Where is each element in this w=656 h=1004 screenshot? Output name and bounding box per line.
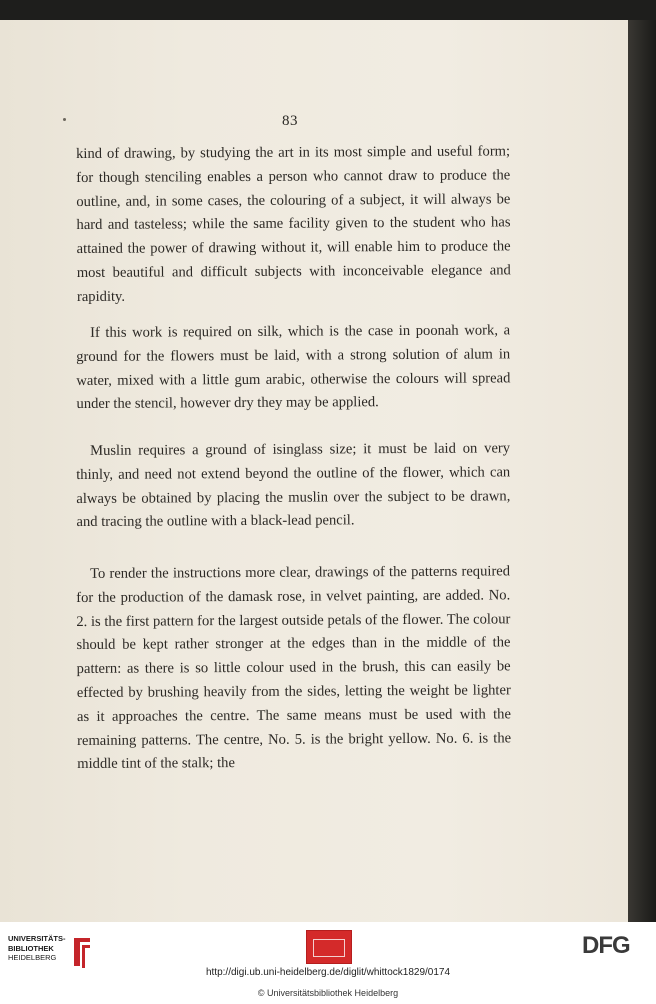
- logo-line-1: UNIVERSITÄTS-: [8, 934, 66, 943]
- emblem-logo[interactable]: [306, 930, 352, 964]
- paragraph-1: kind of drawing, by studying the art in its most simple and useful form; for though stenciling enables a person who cannot draw to produce the outline, and, in some cases, the colouring of a subject, it will always be hard and tasteless; while the same facility given to the student who has attained the power of drawing without it, will enable him to produce the most beautiful and difficult subjects with inconceivable elegance and rapidity.: [76, 143, 511, 305]
- paragraph-4-text: To render the instructions more clear, drawings of the patterns required for the production of the damask rose, in velvet painting, are added. No. 2. is the first pattern for the largest outside petals of the flower. The colour should be kept rather stronger at the edges than in the middle of the pattern: as there is so little colour used in the brush, this can easily be effected by brushing heavily from the sides, letting the weight be lighter as it approaches the centre. The same means must be used with the remaining patterns. The centre, No. 5. is the bright yellow. No. 6. is the middle tint of the stalk; the: [76, 563, 512, 773]
- paragraph-3: [76, 437, 511, 535]
- paragraph-2-text: If this work is required on silk, which is the case in poonah work, a ground for the flowers must be laid, with a strong solution of alum in water, mixed with a little gum arabic, otherwise the colours will spread under the stencil, however dry they may be applied.: [76, 322, 511, 413]
- logo-line-2: BIBLIOTHEK: [8, 943, 54, 953]
- dfg-logo[interactable]: DFG: [582, 932, 630, 959]
- viewer-footer: [0, 922, 656, 1004]
- page-number: 83: [282, 113, 298, 129]
- copyright-notice: © Universitätsbibliothek Heidelberg: [257, 988, 399, 998]
- permalink-url[interactable]: http://digi.ub.uni-heidelberg.de/diglit/whittock1829/0174: [205, 967, 451, 978]
- paragraph-2: [76, 319, 511, 417]
- emblem-frame: [313, 939, 345, 957]
- page-edge-shadow: [628, 20, 656, 922]
- paragraph-4: [76, 560, 511, 777]
- university-seal-icon: [70, 936, 94, 970]
- paragraph-3-text: Muslin requires a ground of isinglass size; it must be laid on very thinly, and need not extend beyond the outline of the flower, which can always be obtained by placing the muslin over the subject to be drawn, and tracing the outline with a black-lead pencil.: [76, 440, 511, 531]
- university-logo-text: [8, 934, 72, 963]
- logo-line-3: HEIDELBERG: [8, 953, 57, 962]
